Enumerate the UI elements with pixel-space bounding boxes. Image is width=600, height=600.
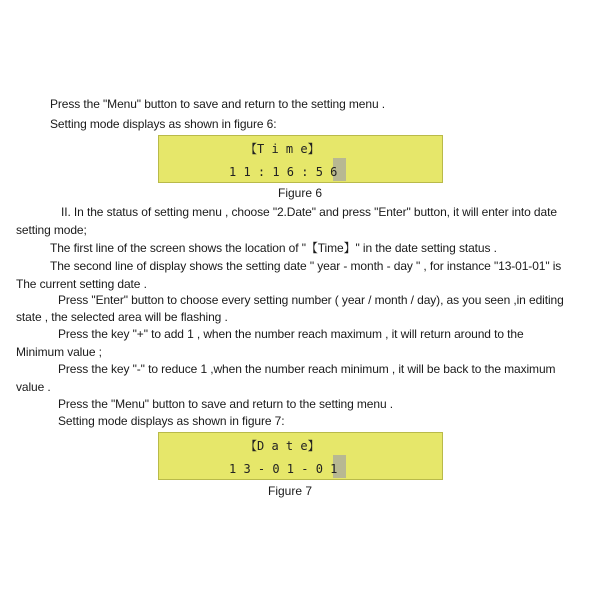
paragraph-line: value . [16,380,51,394]
paragraph-line: The second line of display shows the setting date " year - month - day " , for instance "13-01-01" is [50,259,562,273]
lcd-line-title: 【D a t e】 [245,439,320,453]
lcd-line-title: 【T i m e】 [245,142,320,156]
lcd-display-figure-7 [158,432,443,480]
paragraph-line: II. In the status of setting menu , choose "2.Date" and press "Enter" button, it will enter into date [61,205,557,219]
figure-caption: Figure 7 [267,484,313,498]
paragraph-line: Setting mode displays as shown in figure 7: [58,414,285,428]
paragraph-line: The first line of the screen shows the location of "【Time】" in the date setting status . [50,241,497,255]
paragraph-line: Press the key "+" to add 1 , when the number reach maximum , it will return around to the [58,327,524,341]
paragraph-line: Press "Enter" button to choose every setting number ( year / month / day), as you seen ,in editing [58,293,564,307]
lcd-line-value: 1 1 : 1 6 : 5 6 [229,165,338,179]
paragraph-line: Press the "Menu" button to save and return to the setting menu . [58,397,393,411]
paragraph-line: Minimum value ; [16,345,102,359]
lcd-display-figure-6 [158,135,443,183]
paragraph-line: The current setting date . [16,277,147,291]
paragraph-line: setting mode; [16,223,87,237]
paragraph-line: state , the selected area will be flashing . [16,310,228,324]
paragraph-line: Press the "Menu" button to save and return to the setting menu . [50,97,385,111]
paragraph-line: Press the key "-" to reduce 1 ,when the number reach minimum , it will be back to the maximum [58,362,556,376]
lcd-line-value: 1 3 - 0 1 - 0 1 [229,462,338,476]
figure-caption: Figure 6 [277,186,323,200]
paragraph-line: Setting mode displays as shown in figure 6: [50,117,277,131]
